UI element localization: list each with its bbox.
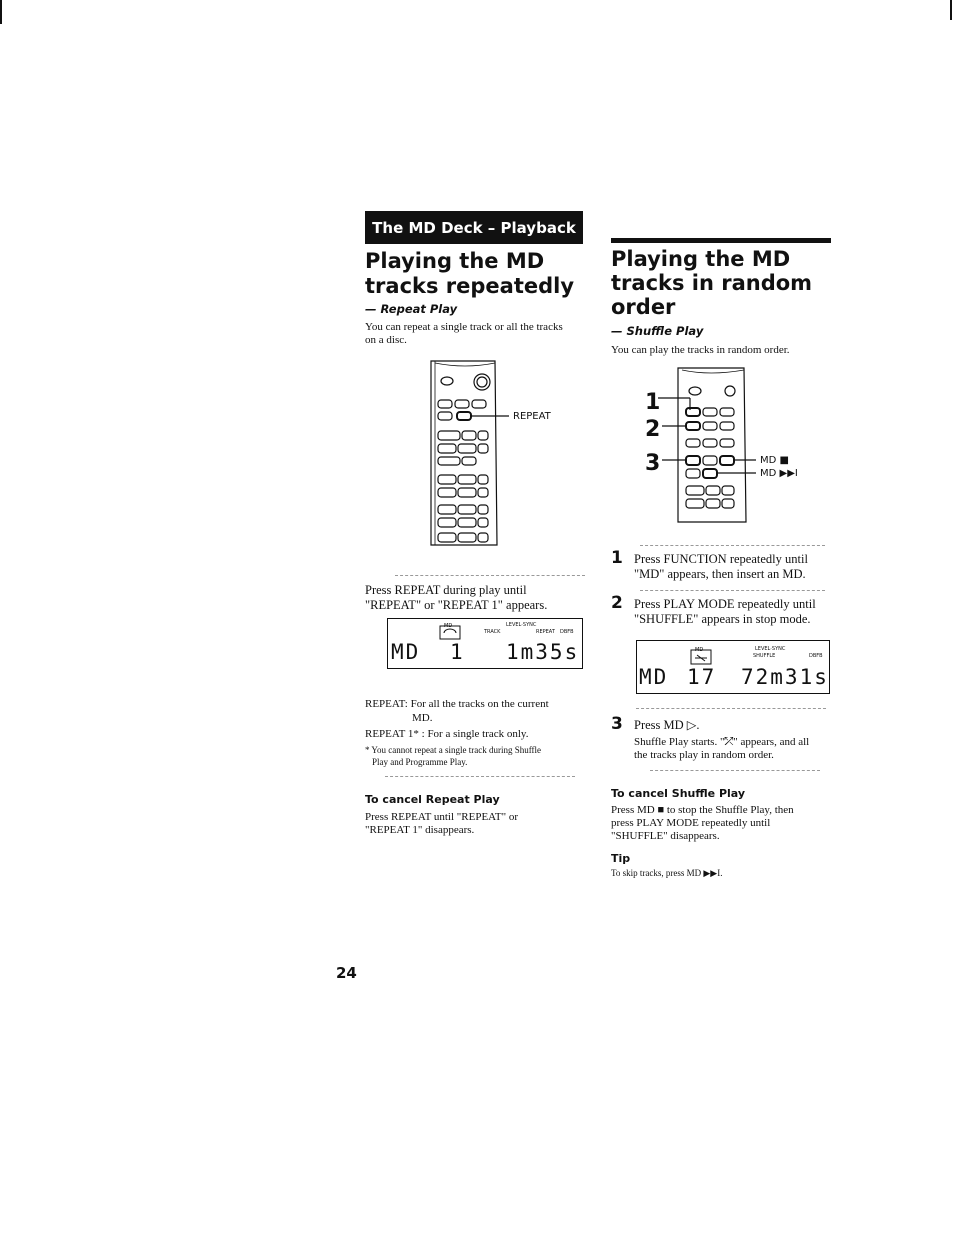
lcd-md: MD: [639, 665, 669, 689]
cancel-shuffle-heading: To cancel Shuffle Play: [611, 787, 746, 800]
footnote-line1: * You cannot repeat a single track during Shuffle: [365, 745, 542, 755]
left-title-line1: Playing the MD: [365, 249, 545, 273]
right-intro: You can play the tracks in random order.: [611, 344, 790, 356]
lcd-tiny-repeat: REPEAT: [536, 629, 555, 635]
cancel-repeat-line2: "REPEAT 1" disappears.: [365, 824, 475, 836]
lcd-md: MD: [391, 640, 421, 664]
note-repeat-line1: REPEAT: For all the tracks on the current: [365, 698, 549, 710]
callout-number-1: 1: [645, 390, 661, 415]
md-disc-badge-icon: [438, 622, 462, 642]
lcd-time: 1m35s: [506, 640, 580, 664]
divider: [650, 770, 820, 771]
lcd-tiny-levelsync: LEVEL·SYNC: [755, 646, 786, 652]
cancel-repeat-heading: To cancel Repeat Play: [365, 793, 500, 806]
right-title-line2: tracks in random: [611, 271, 813, 295]
cancel-shuffle-line1: Press MD ■ to stop the Shuffle Play, then: [611, 804, 794, 816]
remote-illustration-repeat: [425, 355, 565, 550]
right-title-line1: Playing the MD: [611, 247, 791, 271]
note-repeat1: REPEAT 1* : For a single track only.: [365, 728, 529, 740]
shuffle-lcd-display: [636, 640, 830, 694]
left-instruction-line2: "REPEAT" or "REPEAT 1" appears.: [365, 598, 548, 612]
repeat-lcd-display: [387, 618, 583, 669]
step-2-line2: "SHUFFLE" appears in stop mode.: [634, 612, 811, 626]
step-2-number: 2: [611, 593, 623, 613]
footnote-line2: Play and Programme Play.: [372, 757, 468, 767]
divider: [636, 708, 826, 709]
scan-edge-mark: [0, 0, 2, 24]
left-intro-line1: You can repeat a single track or all the tracks: [365, 321, 563, 333]
divider: [640, 590, 825, 591]
lcd-track: 17: [687, 665, 717, 689]
callout-md-stop: MD ■: [760, 455, 789, 466]
remote-illustration-shuffle: [640, 362, 810, 524]
lcd-tiny-shuffle: SHUFFLE: [753, 653, 776, 659]
left-instruction-line1: Press REPEAT during play until: [365, 583, 527, 597]
note-repeat-line2: MD.: [412, 712, 433, 724]
divider: [640, 545, 825, 546]
step-1-line2: "MD" appears, then insert an MD.: [634, 567, 806, 581]
lcd-track: 1: [450, 640, 465, 664]
lcd-tiny-levelsync: LEVEL·SYNC: [506, 622, 537, 628]
step-3-number: 3: [611, 714, 623, 734]
step-1-line1: Press FUNCTION repeatedly until: [634, 552, 808, 566]
left-intro-line2: on a disc.: [365, 334, 407, 346]
title-rule: [611, 238, 831, 243]
divider: [385, 776, 575, 777]
step-3-line2: Shuffle Play starts. "⤱" appears, and all: [634, 736, 810, 748]
tip-text: To skip tracks, press MD ▶▶I.: [611, 868, 723, 878]
right-subtitle: — Shuffle Play: [611, 324, 704, 338]
tip-heading: Tip: [611, 852, 631, 865]
step-3-text: Press MD ▷.: [634, 718, 700, 732]
md-disc-badge-icon: [689, 645, 713, 667]
left-title-line2: tracks repeatedly: [365, 274, 575, 298]
lcd-badge-text: MD: [695, 647, 704, 653]
lcd-badge-text: MD: [444, 623, 453, 629]
lcd-tiny-dbfb: DBFB: [809, 653, 823, 659]
callout-number-3: 3: [645, 451, 661, 476]
step-3-line3: the tracks play in random order.: [634, 749, 774, 761]
cancel-repeat-line1: Press REPEAT until "REPEAT" or: [365, 811, 519, 823]
page-number: 24: [336, 964, 357, 982]
lcd-tiny-track: TRACK: [484, 629, 501, 635]
cancel-shuffle-line2: press PLAY MODE repeatedly until: [611, 817, 771, 829]
divider: [395, 575, 585, 576]
callout-md-next: MD ▶▶I: [760, 468, 798, 479]
step-2-line1: Press PLAY MODE repeatedly until: [634, 597, 816, 611]
lcd-time: 72m31s: [741, 665, 829, 689]
lcd-tiny-dbfb: DBFB: [560, 629, 574, 635]
callout-number-2: 2: [645, 417, 661, 442]
repeat-callout-label: REPEAT: [513, 411, 551, 422]
scan-edge-mark: [950, 0, 952, 20]
step-1-number: 1: [611, 548, 623, 568]
cancel-shuffle-line3: "SHUFFLE" disappears.: [611, 830, 720, 842]
left-subtitle: — Repeat Play: [365, 302, 458, 316]
section-tab: The MD Deck – Playback: [365, 211, 583, 244]
right-title-line3: order: [611, 295, 676, 319]
